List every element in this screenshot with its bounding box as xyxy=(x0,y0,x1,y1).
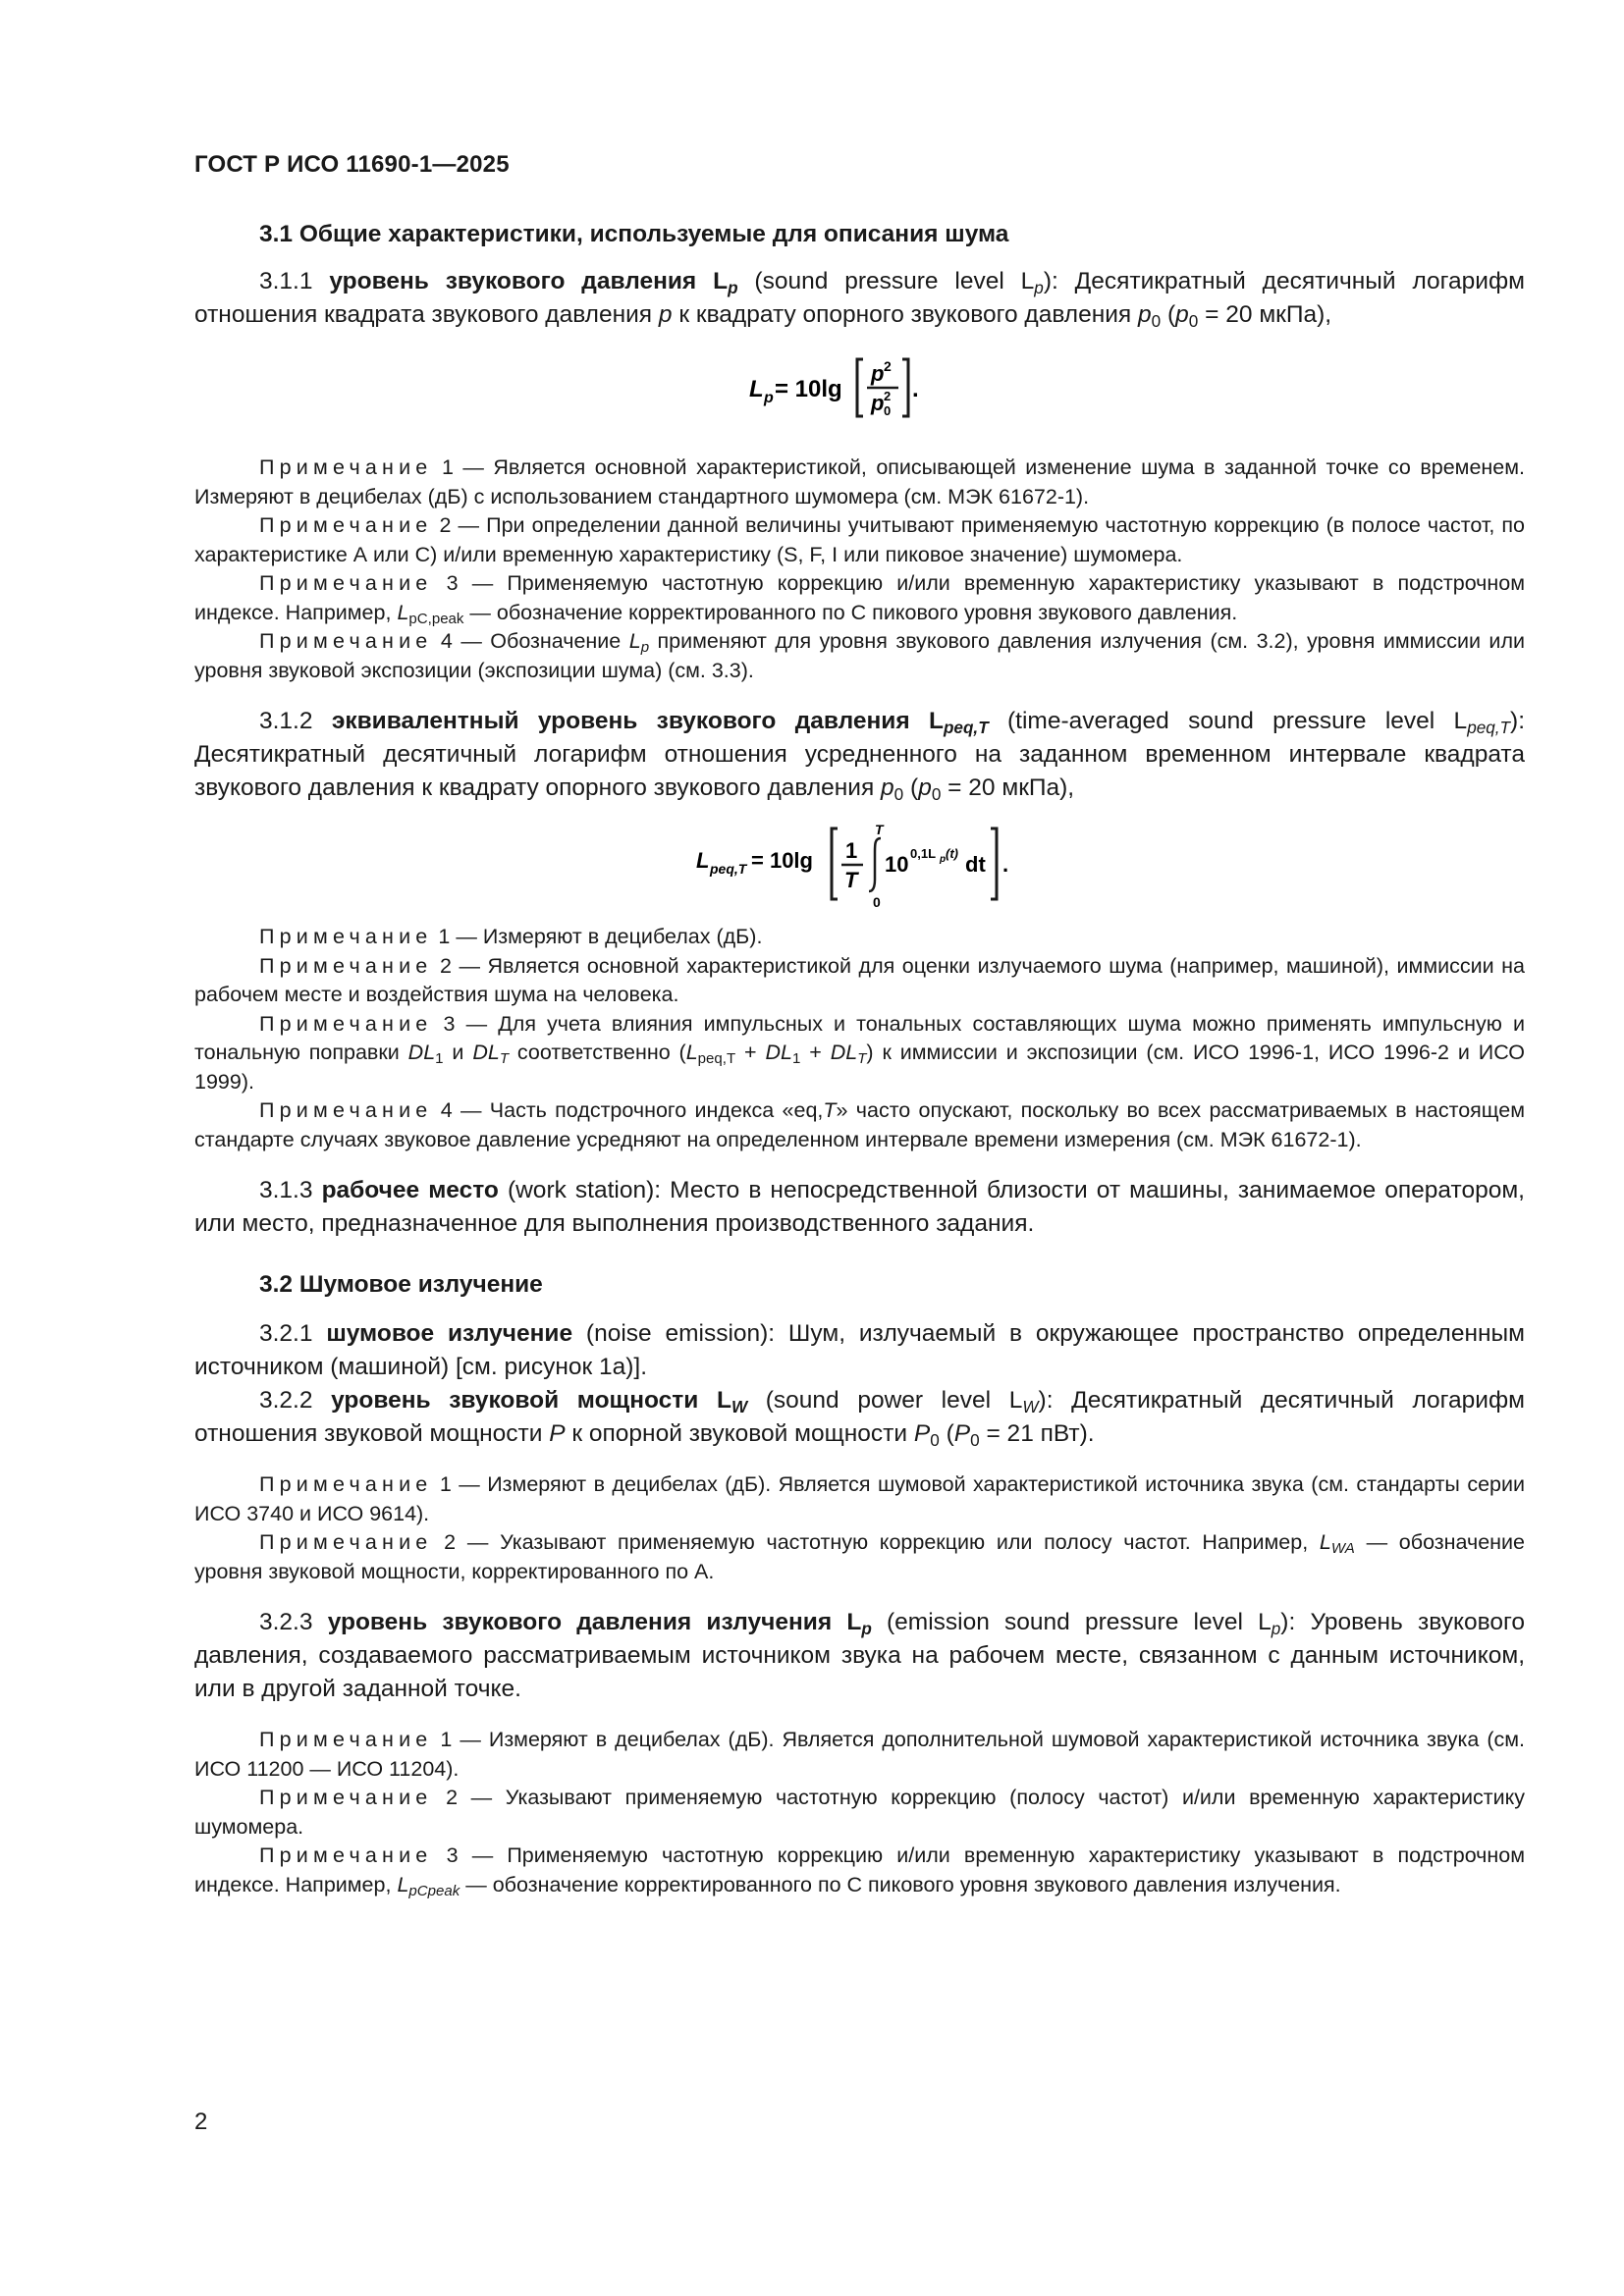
note-3-1-2-1: Примечание 1 — Измеряют в децибелах (дБ). xyxy=(259,925,763,948)
formula-2-svg xyxy=(690,819,1044,910)
svg-text:1: 1 xyxy=(845,838,858,863)
term-name: уровень звуковой мощности $L_W$ xyxy=(331,1387,748,1416)
svg-text:2: 2 xyxy=(884,389,892,403)
svg-text:T: T xyxy=(875,822,884,837)
term-3-1-3: 3.1.3 рабочее место (work station): Место в непосредственной близости от машины, занимаемое оператором, или место, предназначенное для выполнения производственного задания. xyxy=(194,1177,1525,1237)
svg-text:p: p xyxy=(871,361,885,386)
svg-text:0,1L: 0,1L xyxy=(910,846,937,861)
note-3-2-3-1: Примечание 1 — Измеряют в децибелах (дБ). Является дополнительной шумовой характеристикой источника звука (см. ИСО 11200 — ИСО 11204). xyxy=(194,1728,1526,1781)
term-name: уровень звукового давления $L_p$ xyxy=(329,268,738,297)
document-header: ГОСТ Р ИСО 11690-1—2025 xyxy=(194,151,510,178)
svg-text:L: L xyxy=(749,376,764,402)
svg-text:peq,T: peq,T xyxy=(710,861,747,877)
section-3-1-title: 3.1 Общие характеристики, используемые для описания шума xyxy=(259,221,1009,247)
svg-text:= 10lg: = 10lg xyxy=(751,848,813,873)
formula-sound-pressure-level xyxy=(194,353,1525,418)
svg-text:T: T xyxy=(844,868,858,892)
term-3-2-1: 3.2.1 шумовое излучение (noise emission): Шум, излучаемый в окружающее пространство определенным источником (машиной) [см. рисунок 1а)]. xyxy=(194,1320,1525,1380)
note-3-1-1-2: Примечание 2 — При определении данной величины учитывают применяемую частотную коррекцию (в полосе частот, по характеристике А или С) и/или временную характеристику (S, F, I или пиковое значение) шумомера. xyxy=(194,513,1525,566)
note-3-1-2-2: Примечание 2 — Является основной характеристикой для оценки излучаемого шума (например, машиной), иммиссии на рабочем месте и воздействия шума на человека. xyxy=(194,953,1525,1006)
svg-text:0: 0 xyxy=(873,894,881,910)
note-3-2-2-2: Примечание 2 — Указывают применяемую частотную коррекцию или полосу частот. Например, $L_{WA}$ — обозначение уровня звуковой мощности, корректированного по А. xyxy=(194,1530,1525,1583)
svg-text:L: L xyxy=(696,848,710,873)
term-name: рабочее место xyxy=(321,1177,499,1203)
term-3-2-2: 3.2.2 уровень звуковой мощности $L_W$ (sound power level $L_W$): Десятикратный десятичный логарифм отношения звуковой мощности P к опорной звуковой мощности $P_0$ ($P_0 = 21$ пВт). xyxy=(194,1387,1525,1450)
term-3-1-2: 3.1.2 эквивалентный уровень звукового давления $L_{peq,T}$ (time-averaged sound pressure level $L_{peq,T}$): Десятикратный десятичный логарифм отношения усредненного на заданном временном интервале квадрата звукового давления к квадрату опорного звукового давления $p_0$ ($p_0 = 20$ мкПа), xyxy=(194,708,1525,804)
page-number: 2 xyxy=(194,2109,208,2135)
term-name: шумовое излучение xyxy=(326,1320,573,1347)
note-3-1-1-4: Примечание 4 — Обозначение $L_p$ применяют для уровня звукового давления излучения (см. 3.2), уровня иммиссии или уровня звуковой экспозиции (экспозиции шума) (см. 3.3). xyxy=(194,629,1525,682)
term-3-1-1: 3.1.1 уровень звукового давления $L_p$ (sound pressure level $L_p$): Десятикратный десятичный логарифм отношения квадрата звукового давления p к квадрату опорного звукового давления $p_0$ ($p_0 = 20$ мкПа), xyxy=(194,268,1525,331)
svg-text:p: p xyxy=(940,854,947,865)
note-3-1-2-3: Примечание 3 — Для учета влияния импульсных и тональных составляющих шума можно применять импульсную и тональную поправки $DL_1$ и $DL_T$ соответственно $(L_{peq,T} + DL_1 + DL_T)$ к иммиссии и экспозиции (см. ИСО 1996-1, ИСО 1996-2 и ИСО 1999). xyxy=(194,1011,1525,1094)
svg-text:10: 10 xyxy=(885,852,909,877)
formula-time-averaged-level xyxy=(194,819,1525,910)
svg-text:(t): (t) xyxy=(946,846,958,861)
page-content xyxy=(194,218,1525,1899)
svg-text:0: 0 xyxy=(884,403,892,418)
svg-text:= 10lg: = 10lg xyxy=(775,376,842,402)
svg-text:2: 2 xyxy=(884,358,892,374)
svg-text:dt: dt xyxy=(965,852,986,877)
note-3-2-3-2: Примечание 2 — Указывают применяемую частотную коррекцию (полосу частот) и/или временную характеристику шумомера. xyxy=(194,1786,1525,1839)
svg-text:p: p xyxy=(871,391,885,415)
note-3-2-2-1: Примечание 1 — Измеряют в децибелах (дБ). Является шумовой характеристикой источника звука (см. стандарты серии ИСО 3740 и ИСО 9614). xyxy=(194,1472,1525,1525)
svg-text:p: p xyxy=(764,390,774,406)
note-3-1-1-1: Примечание 1 — Является основной характеристикой, описывающей изменение шума в заданной точке со временем. Измеряют в децибелах (дБ) с использованием стандартного шумомера (см. МЭК 61672-1). xyxy=(194,455,1525,508)
section-3-2-title: 3.2 Шумовое излучение xyxy=(259,1271,543,1298)
note-3-2-3-3: Примечание 3 — Применяемую частотную коррекцию и/или временную характеристику указывают в подстрочном индексе. Например, $L_{pCpeak}$ — обозначение корректированного по С пикового уровня звукового давления излучения. xyxy=(194,1843,1525,1899)
term-name: уровень звукового давления излучения $L_p$ xyxy=(327,1609,872,1638)
formula-1-svg xyxy=(739,353,1034,422)
svg-text:.: . xyxy=(1002,852,1009,877)
svg-text:.: . xyxy=(912,376,919,402)
term-name: эквивалентный уровень звукового давления $L_{peq,T}$ xyxy=(331,708,989,737)
note-3-1-1-3: Примечание 3 — Применяемую частотную коррекцию и/или временную характеристику указывают в подстрочном индексе. Например, $L_{pC,peak}$ — обозначение корректированного по С пикового уровня звукового давления. xyxy=(194,571,1525,627)
note-3-1-2-4: Примечание 4 — Часть подстрочного индекса «eq,T» часто опускают, поскольку во всех рассматриваемых в настоящем стандарте случаях звуковое давление усредняют на определенном интервале времени измерения (см. МЭК 61672-1). xyxy=(194,1098,1525,1151)
term-3-2-3: 3.2.3 уровень звукового давления излучения $L_p$ (emission sound pressure level $L_p$): Уровень звукового давления, создаваемого рассматриваемым источником звука на рабочем месте, связанном с данным источником, или в другой заданной точке. xyxy=(194,1609,1525,1702)
